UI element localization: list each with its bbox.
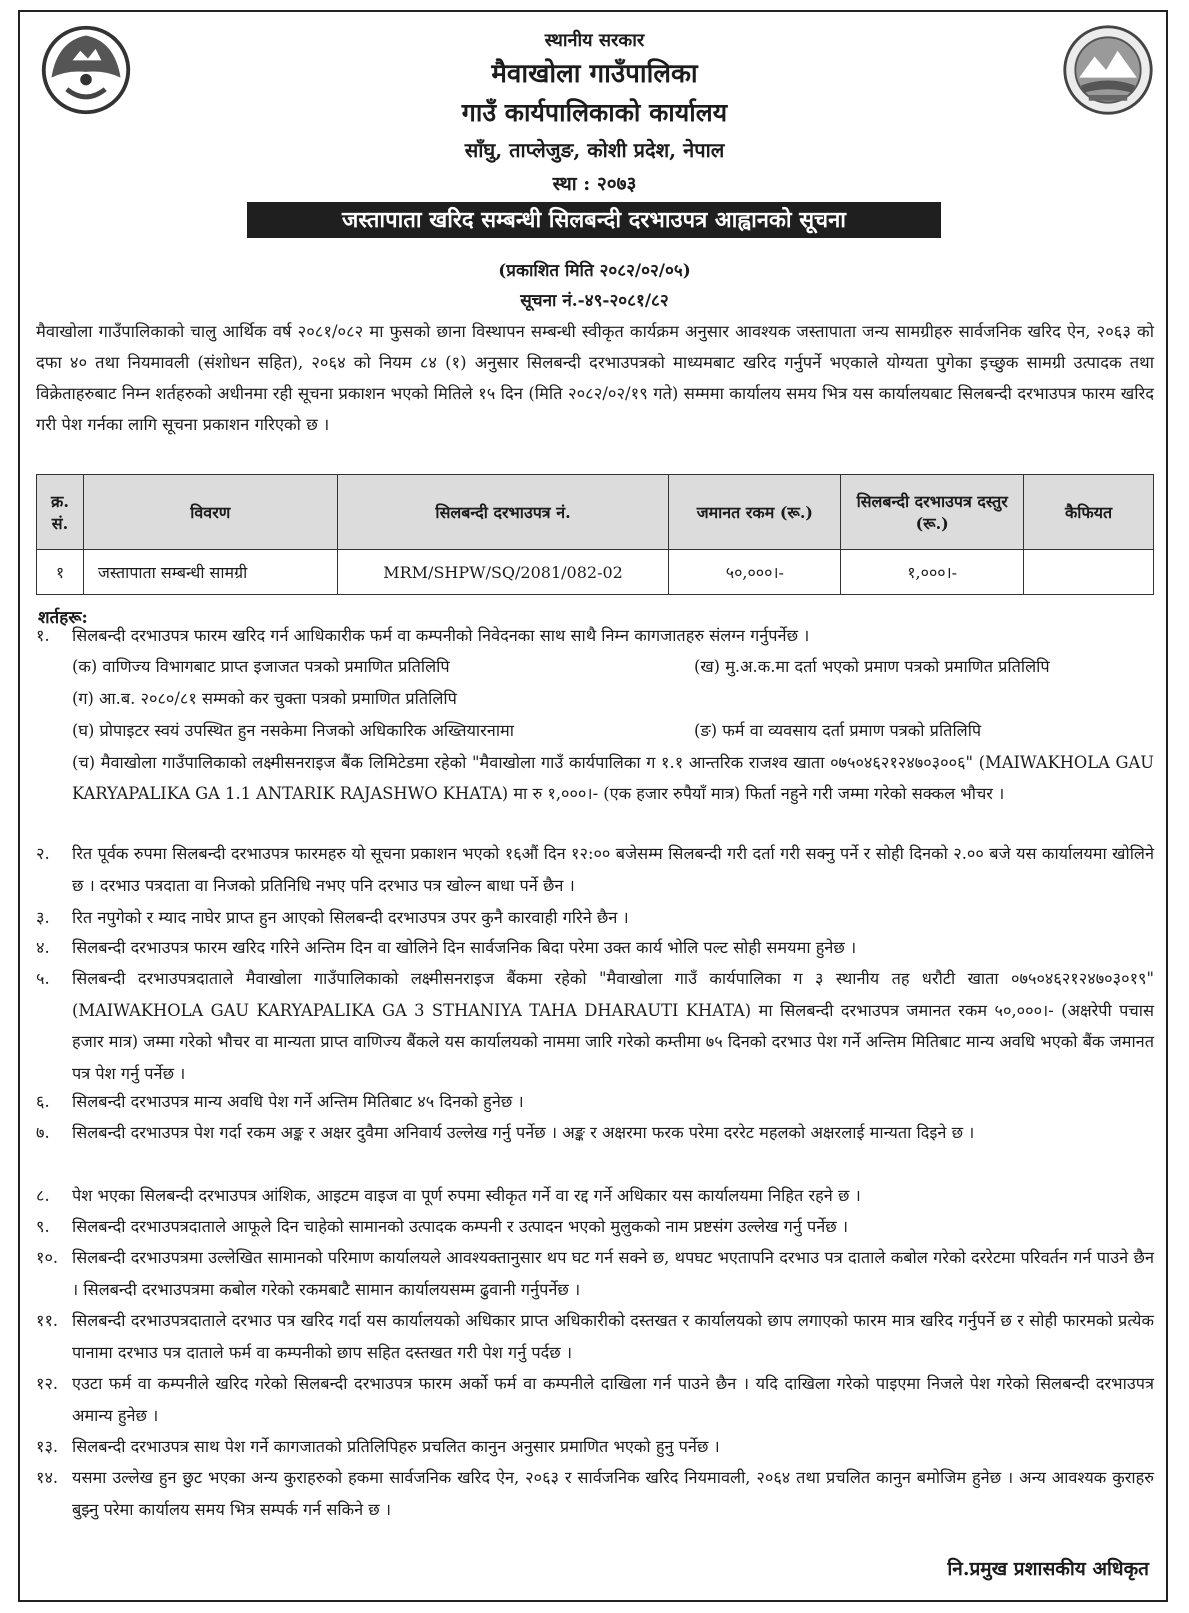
sub-item-cha: (च) मैवाखोला गाउँपालिकाको लक्ष्मीसनराइज बैंक लिमिटेडमा रहेको "मैवाखोला गाउँ कार्यपालिका ग १.१ आन्तरिक राजश्व खाता ०७५०४६२१२४७०३००६" (MAIWAKHOLA GAU KARYAPALIKA GA 1.1 ANTARIK RAJASHWO KHATA) मा रु १,०००।- (एक हजार रुपैयाँ मात्र) फिर्ता नहुने गरी जम्मा गरेको सक्कल भौचर । — [72, 753, 1154, 803]
notice-title: जस्तापाता खरिद सम्बन्धी सिलबन्दी दरभाउपत्र आह्वानको सूचना — [247, 202, 941, 238]
col-header-bid-no: सिलबन्दी दरभाउपत्र नं. — [337, 475, 669, 550]
clause-1-row-3 — [72, 716, 1154, 746]
cell-sn: १ — [37, 550, 84, 595]
clause-13 — [36, 1431, 1154, 1463]
clause-11 — [36, 1305, 1154, 1368]
clause-5 — [36, 963, 1154, 1089]
clause-number: १०. — [36, 1248, 59, 1267]
clause-14 — [36, 1462, 1154, 1525]
clause-text: रित पूर्वक रुपमा सिलबन्दी दरभाउपत्र फारमहरु यो सूचना प्रकाशन भएको १६औं दिन १२:०० बजेसम्म सिलबन्दी गरी दर्ता गरी सक्नु पर्ने र सोही दिनको २.०० बजे यस कार्यालयमा खोलिने छ । दरभाउ पत्रदाता वा निजको प्रतिनिधि नभए पनि दरभाउ पत्र खोल्न बाधा पर्ने छैन । — [72, 844, 1154, 895]
clause-number: १. — [36, 626, 50, 645]
clause-number: ३. — [36, 908, 50, 927]
clause-text: सिलबन्दी दरभाउपत्रदाताले आफूले दिन चाहेको सामानको उत्पादक कम्पनी र उत्पादन भएको मुलुकको नाम प्रष्टसंग उल्लेख गर्नु पर्नेछ । — [72, 1217, 849, 1236]
published-date: (प्रकाशित मिति २०८२/०२/०५) — [498, 261, 691, 281]
col-header-fee: सिलबन्दी दरभाउपत्र दस्तुर (रू.) — [841, 475, 1024, 550]
office-name: गाउँ कार्यपालिकाको कार्यालय — [461, 98, 728, 127]
clause-9 — [36, 1211, 1154, 1243]
sub-item-ga: (ग) आ.ब. २०८०/८१ सम्मको कर चुक्ता पत्रको प्रमाणित प्रतिलिपि — [72, 689, 457, 708]
clause-8 — [36, 1180, 1154, 1212]
clause-number: ११. — [36, 1311, 59, 1330]
clause-number: २. — [36, 844, 50, 863]
clause-number: ७. — [36, 1123, 50, 1142]
clause-number: ४. — [36, 938, 50, 957]
sub-item-nga: (ङ) फर्म वा व्यवसाय दर्ता प्रमाण पत्रको प्रतिलिपि — [694, 721, 982, 740]
clause-text: सिलबन्दी दरभाउपत्र फारम खरिद गर्न आधिकारीक फर्म वा कम्पनीको निवेदनका साथ साथै निम्न कागजातहरु संलग्न गर्नुपर्नेछ । — [72, 626, 810, 645]
clause-1 — [36, 620, 1154, 652]
tender-table — [36, 474, 1154, 595]
established-year: स्था : २०७३ — [552, 173, 637, 195]
office-address: साँघु, ताप्लेजुङ, कोशी प्रदेश, नेपाल — [464, 138, 725, 162]
sub-item-kha: (ख) मु.अ.क.मा दर्ता भएको प्रमाण पत्रको प्रमाणित प्रतिलिपि — [694, 657, 1050, 676]
clause-text: यसमा उल्लेख हुन छुट भएका अन्य कुराहरुको हकमा सार्वजनिक खरिद ऐन, २०६३ र सार्वजनिक खरिद नियमावली, २०६४ तथा प्रचलित कानुन बमोजिम हुनेछ । अन्य आवश्यक कुराहरु बुझ्नु परेमा कार्यालय समय भित्र सम्पर्क गर्न सकिने छ । — [72, 1468, 1154, 1519]
col-header-remarks: कैफियत — [1024, 475, 1154, 550]
clause-6 — [36, 1086, 1154, 1118]
clause-number: ८. — [36, 1186, 50, 1205]
col-header-desc: विवरण — [83, 475, 337, 550]
notice-number: सूचना नं.-४९-२०८१/८२ — [520, 291, 669, 311]
clause-text: सिलबन्दी दरभाउपत्र मान्य अवधि पेश गर्ने अन्तिम मितिबाट ४५ दिनको हुनेछ । — [72, 1092, 524, 1111]
clause-text: रित नपुगेको र म्याद नाघेर प्राप्त हुन आएको सिलबन्दी दरभाउपत्र उपर कुनै कारवाही गरिने छैन । — [72, 908, 629, 927]
table-header-row — [37, 475, 1154, 550]
clause-text: सिलबन्दी दरभाउपत्रदाताले मैवाखोला गाउँपालिकाको लक्ष्मीसनराइज बैंकमा रहेको "मैवाखोला गाउँ कार्यपालिका ग ३ स्थानीय तह धरौटी खाता ०७५०४६२१२४७०३०१९" (MAIWAKHOLA GAU KARYAPALIKA GA 3 STHANIYA TAHA DHARAUTI KHATA) मा सिलबन्दी दरभाउपत्र जमानत रकम ५०,०००।- (अक्षरेपी पचास हजार मात्र) जम्मा गरेको भौचर वा मान्यता प्राप्त वाणिज्य बैंकले यस कार्यालयको नाममा जारि गरेको कम्तीमा ७५ दिनको दरभाउ पेश गर्ने अन्तिम मितिबाट मान्य अवधि भएको बैंक जमानत पत्र पेश गर्नु पर्नेछ । — [72, 969, 1154, 1083]
clause-4 — [36, 932, 1154, 964]
terms-heading: शर्तहरू: — [38, 608, 88, 628]
clause-text: एउटा फर्म वा कम्पनीले खरिद गरेको सिलबन्दी दरभाउपत्र फारम अर्को फर्म वा कम्पनीले दाखिला गर्न पाउने छैन । यदि दाखिला गरेको पाइएमा निजले पेश गरेको सिलबन्दी दरभाउपत्र अमान्य हुनेछ । — [72, 1374, 1154, 1425]
clause-12 — [36, 1368, 1154, 1431]
clause-2 — [36, 838, 1154, 901]
clause-number: ९. — [36, 1217, 50, 1236]
col-header-deposit: जमानत रकम (रू.) — [669, 475, 841, 550]
clause-number: १२. — [36, 1374, 59, 1393]
cell-bid-no: MRM/SHPW/SQ/2081/082-02 — [337, 550, 669, 595]
clause-1-row-1 — [72, 652, 1154, 682]
cell-desc: जस्तापाता सम्बन्धी सामग्री — [83, 550, 337, 595]
cell-fee: १,०००।- — [841, 550, 1024, 595]
clause-text: सिलबन्दी दरभाउपत्र साथ पेश गर्ने कागजातको प्रतिलिपिहरु प्रचलित कानुन अनुसार प्रमाणित भएको हुनु पर्नेछ । — [72, 1437, 720, 1456]
clause-3 — [36, 902, 1154, 934]
clause-1-row-2 — [72, 684, 1154, 714]
col-header-sn: क्र. सं. — [37, 475, 84, 550]
clause-text: पेश भएका सिलबन्दी दरभाउपत्र आंशिक, आइटम वाइज वा पूर्ण रुपमा स्वीकृत गर्ने वा रद्द गर्ने अधिकार यस कार्यालयमा निहित रहने छ । — [72, 1186, 861, 1205]
table-row — [37, 550, 1154, 595]
clause-text: सिलबन्दी दरभाउपत्र पेश गर्दा रकम अङ्क र अक्षर दुवैमा अनिवार्य उल्लेख गर्नु पर्नेछ । अङ्क र अक्षरमा फरक परेमा दररेट महलको अक्षरलाई मान्यता दिइने छ । — [72, 1123, 975, 1142]
clause-text: सिलबन्दी दरभाउपत्रमा उल्लेखित सामानको परिमाण कार्यालयले आवश्यक्तानुसार थप घट गर्न सक्ने छ, थपघट भएतापनि दरभाउ पत्र दाताले कबोल गरेको दररेटमा परिवर्तन गर्न पाउने छैन । सिलबन्दी दरभाउपत्रमा कबोल गरेको रकमबाटै सामान कार्यालयसम्म ढुवानी गर्नुपर्नेछ । — [72, 1248, 1154, 1299]
signature-title: नि.प्रमुख प्रशासकीय अधिकृत — [947, 1558, 1149, 1580]
clause-text: सिलबन्दी दरभाउपत्रदाताले दरभाउ पत्र खरिद गर्दा यस कार्यालयको अधिकार प्राप्त अधिकारीको दस्तखत र कार्यालयको छाप लगाएको फारम मात्र खरिद गर्नुपर्ने छ र सोही फारमको प्रत्येक पानामा दरभाउ पत्र दाताले फर्म वा कम्पनीको छाप सहित दस्तखत गरी पेश गर्नु पर्दछ । — [72, 1311, 1154, 1362]
sub-item-gha: (घ) प्रोपाइटर स्वयं उपस्थित हुन नसकेमा निजको अधिकारिक अख्तियारनामा — [72, 721, 515, 740]
clause-number: १४. — [36, 1468, 59, 1487]
clause-number: १३. — [36, 1437, 59, 1456]
clause-number: ५. — [36, 969, 50, 988]
intro-paragraph: मैवाखोला गाउँपालिकाको चालु आर्थिक वर्ष २०८१/०८२ मा फुसको छाना विस्थापन सम्बन्धी स्वीकृत कार्यक्रम अनुसार आवश्यक जस्तापाता जन्य सामग्रीहरु सार्वजनिक खरिद ऐन, २०६३ को दफा ४० तथा नियमावली (संशोधन सहित), २०६४ को नियम ८४ (१) अनुसार सिलबन्दी दरभाउपत्रको माध्यमबाट खरिद गर्नुपर्ने भएकाले योग्यता पुगेका इच्छुक सामग्री उत्पादक तथा विक्रेताहरुबाट निम्न शर्तहरुको अधीनमा रही सूचना प्रकाशन भएको मितिले १५ दिन (मिति २०८२/०२/१९ गते) सम्ममा कार्यालय समय भित्र यस कार्यालयबाट सिलबन्दी दरभाउपत्र फारम खरिद गरी पेश गर्नका लागि सूचना प्रकाशन गरिएको छ । — [36, 322, 1154, 434]
municipality-name: मैवाखोला गाउँपालिका — [491, 59, 698, 89]
clause-text: सिलबन्दी दरभाउपत्र फारम खरिद गरिने अन्तिम दिन वा खोलिने दिन सार्वजनिक बिदा परेमा उक्त कार्य भोलि पल्ट सोही समयमा हुनेछ । — [72, 938, 857, 957]
cell-remarks — [1024, 550, 1154, 595]
clause-10 — [36, 1242, 1154, 1305]
clause-number: ६. — [36, 1092, 50, 1111]
cell-deposit: ५०,०००।- — [669, 550, 841, 595]
clause-7 — [36, 1117, 1154, 1149]
sub-item-ka: (क) वाणिज्य विभागबाट प्राप्त इजाजत पत्रको प्रमाणित प्रतिलिपि — [72, 657, 450, 676]
gov-label: स्थानीय सरकार — [544, 30, 645, 51]
